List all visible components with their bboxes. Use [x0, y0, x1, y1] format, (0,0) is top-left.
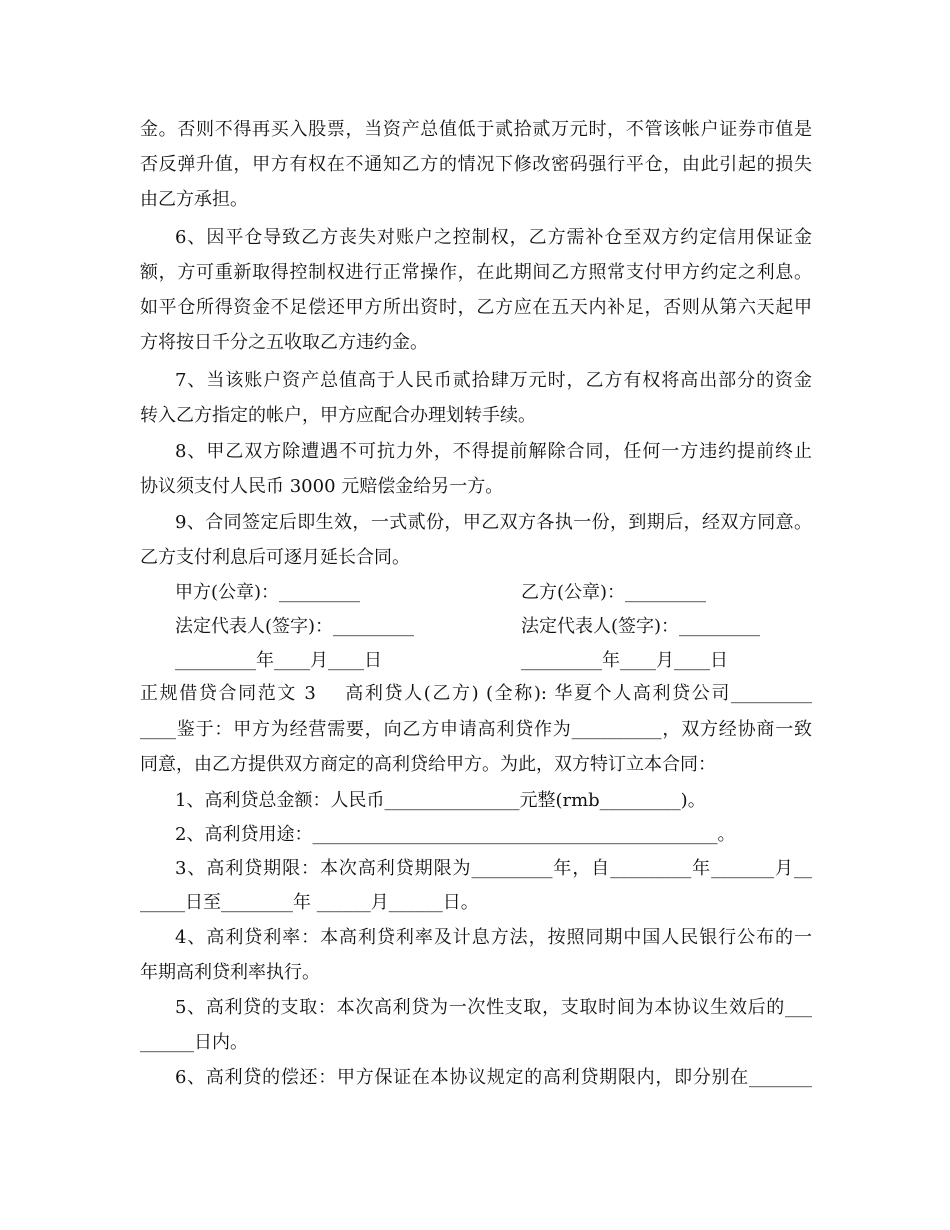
withdrawal-clause-line-1: 5、高利贷的支取：本次高利贷为一次性支取，支取时间为本协议生效后的___ — [175, 997, 812, 1018]
clause-9-line-1: 9、合同签定后即生效，一式贰份，甲乙双方各执一份，到期后，经双方同意。 — [175, 512, 812, 533]
party-b-representative-field: 法定代表人(签字)：_________ — [521, 616, 761, 637]
clause-6-line-1: 6、因平仓导致乙方丧失对账户之控制权，乙方需补仓至双方约定信用保证金 — [175, 227, 812, 248]
clause-5-line-1: 金。否则不得再买入股票，当资产总值低于贰拾贰万元时，不管该帐户证券市值是 — [140, 119, 812, 140]
party-b-date-field: _________年____月____日 — [521, 650, 728, 671]
contract-3-recital-line-2: 同意，由乙方提供双方商定的高利贷给甲方。为此，双方特订立本合同： — [140, 754, 716, 775]
clause-5-line-2: 否反弹升值，甲方有权在不通知乙方的情况下修改密码强行平仓，由此引起的损失 — [140, 154, 812, 175]
clause-6-line-4: 方将按日千分之五收取乙方违约金。 — [140, 332, 428, 353]
party-a-representative-field: 法定代表人(签字)：_________ — [175, 616, 415, 637]
loan-term-clause-line-2: _____日至________年 ______月______日。 — [140, 892, 479, 913]
clause-6-line-3: 如平仓所得资金不足偿还甲方所出资时，乙方应在五天内补足，否则从第六天起甲 — [140, 297, 812, 318]
loan-term-clause-line-1: 3、高利贷期限：本次高利贷期限为_________年，自_________年_______月__ — [175, 858, 812, 879]
interest-rate-clause-line-1: 4、高利贷利率：本高利贷利率及计息方法，按照同期中国人民银行公布的一 — [175, 927, 812, 948]
contract-3-recital-line-1: ____鉴于：甲方为经营需要，向乙方申请高利贷作为__________，双方经协商一致 — [140, 719, 812, 740]
interest-rate-clause-line-2: 年期高利贷利率执行。 — [140, 962, 320, 983]
repayment-clause-line-1: 6、高利贷的偿还：甲方保证在本协议规定的高利贷期限内，即分别在_______ — [175, 1067, 812, 1088]
clause-8-line-2: 协议须支付人民币 3000 元赔偿金给另一方。 — [140, 476, 504, 497]
party-b-seal-field: 乙方(公章)：_________ — [521, 582, 707, 603]
clause-7-line-1: 7、当该账户资产总值高于人民币贰拾肆万元时，乙方有权将高出部分的资金 — [175, 370, 812, 391]
clause-9-line-2: 乙方支付利息后可逐月延长合同。 — [140, 547, 410, 568]
clause-8-line-1: 8、甲乙双方除遭遇不可抗力外，不得提前解除合同，任何一方违约提前终止 — [175, 441, 812, 462]
clause-5-line-3: 由乙方承担。 — [140, 189, 248, 210]
party-a-seal-field: 甲方(公章)：_________ — [175, 582, 361, 603]
loan-amount-clause: 1、高利贷总金额：人民币_______________元整(rmb_________)。 — [175, 790, 706, 811]
party-a-date-field: _________年____月____日 — [175, 650, 382, 671]
withdrawal-clause-line-2: ______日内。 — [140, 1032, 248, 1053]
clause-7-line-2: 转入乙方指定的帐户，甲方应配合办理划转手续。 — [140, 405, 536, 426]
contract-3-heading-line: 正规借贷合同范文 3 高利贷人(乙方) (全称): 华夏个人高利贷公司_________ — [140, 683, 812, 704]
clause-6-line-2: 额，方可重新取得控制权进行正常操作，在此期间乙方照常支付甲方约定之利息。 — [140, 262, 812, 283]
loan-purpose-clause: 2、高利贷用途：_____________________________________________。 — [175, 824, 736, 845]
